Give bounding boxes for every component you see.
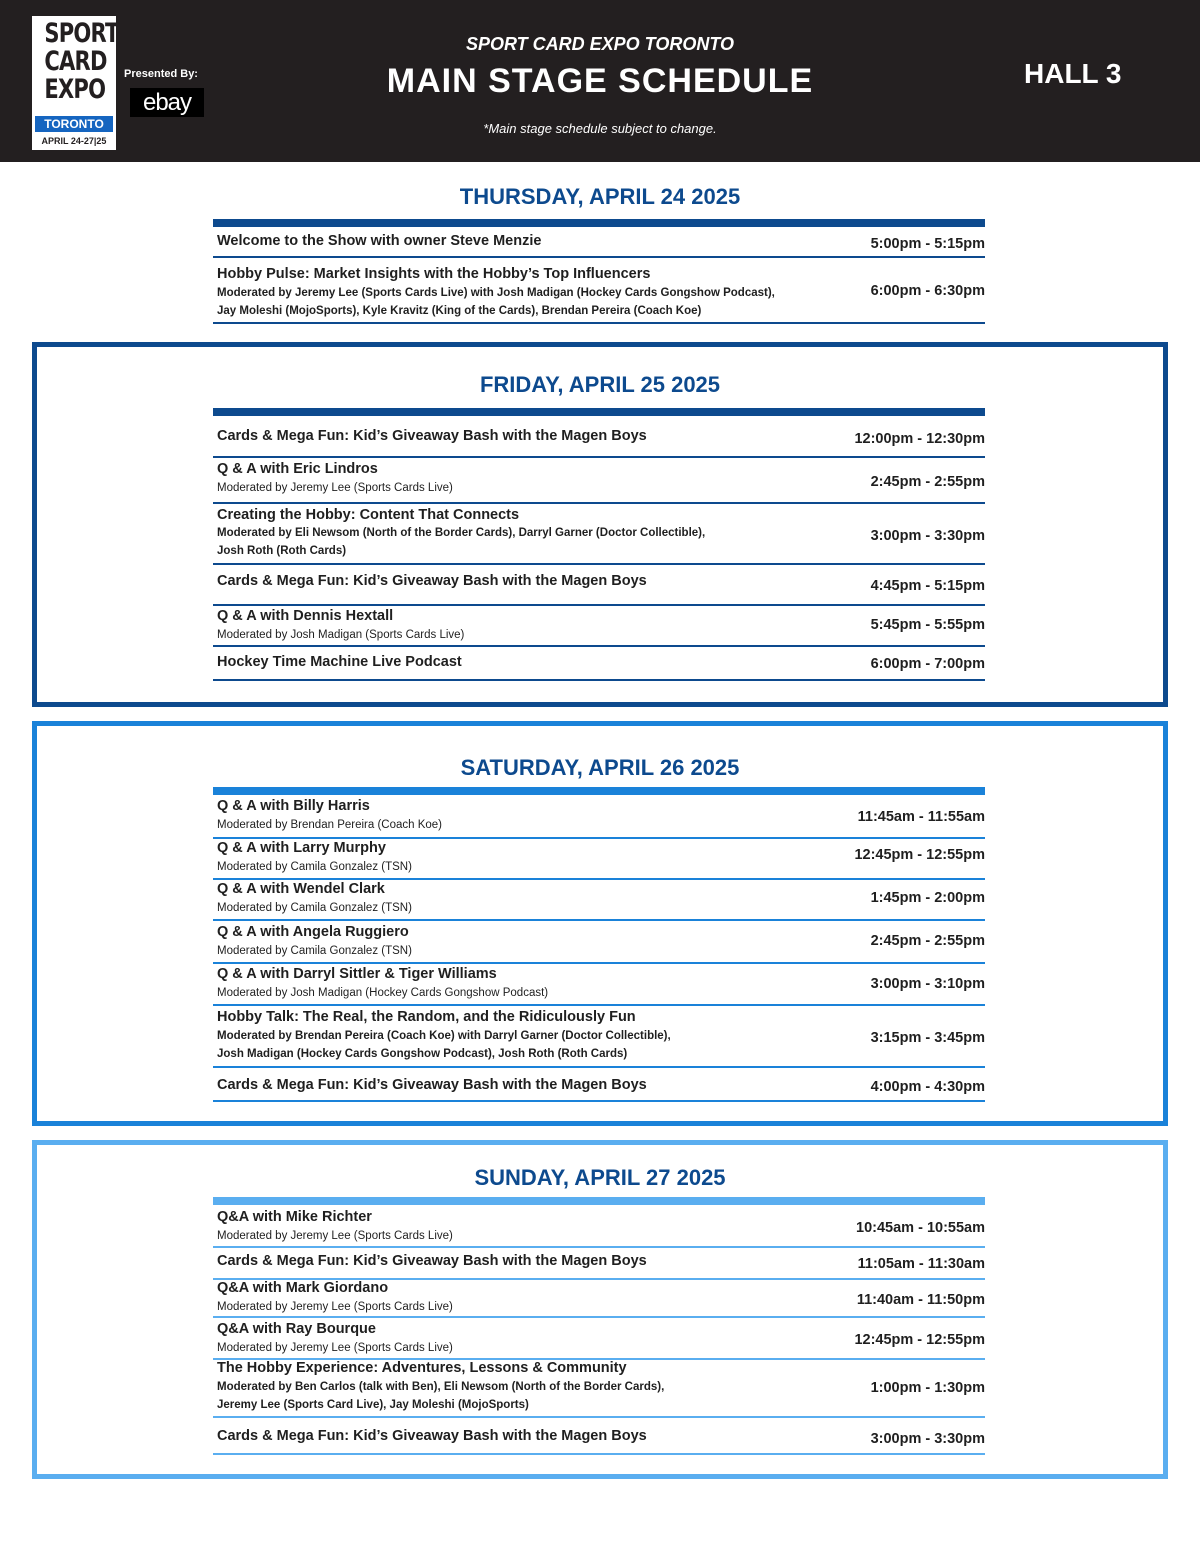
session-title: Q&A with Mark Giordano xyxy=(217,1280,389,1296)
logo-word-expo: EXPO xyxy=(44,74,106,105)
session-moderators: Moderated by Brendan Pereira (Coach Koe) with Darryl Garner (Doctor Collectible), xyxy=(217,1030,671,1042)
schedule-row xyxy=(213,1206,985,1248)
schedule-row xyxy=(213,262,985,324)
schedule-row xyxy=(213,647,985,681)
session-time: 10:45am - 10:55am xyxy=(856,1220,985,1236)
schedule-row xyxy=(213,228,985,258)
session-title: Welcome to the Show with owner Steve Menzie xyxy=(217,233,542,249)
session-moderators: Moderated by Jeremy Lee (Sports Cards Live) xyxy=(217,1342,453,1354)
session-time: 12:45pm - 12:55pm xyxy=(854,1332,985,1348)
session-moderators: Moderated by Camila Gonzalez (TSN) xyxy=(217,945,412,957)
schedule-row xyxy=(213,1068,985,1102)
session-time: 2:45pm - 2:55pm xyxy=(870,474,985,490)
session-title: Q & A with Eric Lindros xyxy=(217,461,378,477)
session-title: Cards & Mega Fun: Kid’s Giveaway Bash with the Magen Boys xyxy=(217,1253,647,1269)
schedule-row xyxy=(213,565,985,606)
session-time: 11:40am - 11:50pm xyxy=(856,1292,985,1308)
friday-title: FRIDAY, APRIL 25 2025 xyxy=(479,372,721,397)
session-time: 4:00pm - 4:30pm xyxy=(870,1079,985,1095)
session-time: 1:45pm - 2:00pm xyxy=(870,890,985,906)
logo-city: TORONTO xyxy=(35,116,113,132)
schedule-row xyxy=(213,1248,985,1280)
hall-label: HALL 3 xyxy=(1024,58,1122,89)
session-moderators: Moderated by Jeremy Lee (Sports Cards Live) xyxy=(217,1301,453,1313)
session-time: 3:15pm - 3:45pm xyxy=(870,1030,985,1046)
schedule-row xyxy=(213,964,985,1006)
session-time: 11:45am - 11:55am xyxy=(857,809,985,825)
logo-word-sport: SPORT xyxy=(44,18,119,49)
session-title: The Hobby Experience: Adventures, Lessons & Community xyxy=(217,1360,627,1376)
schedule-row xyxy=(213,921,985,964)
session-time: 11:05am - 11:30am xyxy=(857,1256,985,1272)
session-time: 1:00pm - 1:30pm xyxy=(870,1380,985,1396)
session-title: Q & A with Billy Harris xyxy=(217,798,370,814)
session-time: 3:00pm - 3:30pm xyxy=(870,528,985,544)
saturday-header-bar xyxy=(213,787,985,795)
session-time: 12:45pm - 12:55pm xyxy=(854,847,985,863)
session-title: Cards & Mega Fun: Kid’s Giveaway Bash with the Magen Boys xyxy=(217,428,647,444)
session-time: 5:45pm - 5:55pm xyxy=(870,617,985,633)
session-moderators: Moderated by Camila Gonzalez (TSN) xyxy=(217,902,412,914)
session-title: Q&A with Mike Richter xyxy=(217,1209,372,1225)
schedule-row xyxy=(213,1280,985,1318)
logo-word-card: CARD xyxy=(44,46,107,77)
session-title: Cards & Mega Fun: Kid’s Giveaway Bash with the Magen Boys xyxy=(217,1077,647,1093)
session-moderators: Moderated by Jeremy Lee (Sports Cards Live) xyxy=(217,482,453,494)
thursday-header-bar xyxy=(213,219,985,227)
session-title: Q & A with Larry Murphy xyxy=(217,840,386,856)
schedule-row xyxy=(213,458,985,504)
schedule-row xyxy=(213,796,985,839)
session-moderators: Moderated by Ben Carlos (talk with Ben), Eli Newsom (North of the Border Cards), xyxy=(217,1381,665,1393)
session-moderators: Moderated by Jeremy Lee (Sports Cards Live) with Josh Madigan (Hockey Cards Gongshow Podcast), xyxy=(217,287,775,299)
friday-header-bar xyxy=(213,408,985,416)
session-time: 3:00pm - 3:30pm xyxy=(870,1431,985,1447)
schedule-row xyxy=(213,1418,985,1455)
session-moderators: Jay Moleshi (MojoSports), Kyle Kravitz (King of the Cards), Brendan Pereira (Coach Koe) xyxy=(217,305,702,317)
session-time: 4:45pm - 5:15pm xyxy=(870,578,985,594)
thursday-title: THURSDAY, APRIL 24 2025 xyxy=(459,184,741,209)
session-time: 6:00pm - 6:30pm xyxy=(870,283,985,299)
presented-by-label: Presented By: xyxy=(124,68,198,80)
ebay-logo: ebay xyxy=(130,88,204,117)
page-title: MAIN STAGE SCHEDULE xyxy=(386,62,814,100)
session-moderators: Moderated by Josh Madigan (Sports Cards Live) xyxy=(217,629,465,641)
sunday-title: SUNDAY, APRIL 27 2025 xyxy=(474,1165,726,1190)
session-time: 5:00pm - 5:15pm xyxy=(870,236,985,252)
session-title: Cards & Mega Fun: Kid’s Giveaway Bash with the Magen Boys xyxy=(217,573,647,589)
session-title: Hobby Pulse: Market Insights with the Hobby’s Top Influencers xyxy=(217,266,651,282)
sunday-header-bar xyxy=(213,1197,985,1205)
session-moderators: Moderated by Brendan Pereira (Coach Koe) xyxy=(217,819,443,831)
schedule-row xyxy=(213,839,985,880)
session-title: Q & A with Dennis Hextall xyxy=(217,608,394,624)
event-name: SPORT CARD EXPO TORONTO xyxy=(465,34,735,54)
session-title: Q & A with Wendel Clark xyxy=(217,881,385,897)
schedule-row xyxy=(213,1360,985,1418)
session-moderators: Jeremy Lee (Sports Card Live), Jay Moleshi (MojoSports) xyxy=(217,1399,529,1411)
session-moderators: Josh Roth (Roth Cards) xyxy=(217,545,347,557)
session-time: 6:00pm - 7:00pm xyxy=(870,656,985,672)
session-time: 2:45pm - 2:55pm xyxy=(870,933,985,949)
session-title: Q & A with Angela Ruggiero xyxy=(217,924,409,940)
session-title: Cards & Mega Fun: Kid’s Giveaway Bash with the Magen Boys xyxy=(217,1428,647,1444)
schedule-row xyxy=(213,606,985,647)
session-title: Q&A with Ray Bourque xyxy=(217,1321,376,1337)
header-banner xyxy=(0,0,1200,162)
session-time: 12:00pm - 12:30pm xyxy=(854,431,985,447)
session-moderators: Moderated by Camila Gonzalez (TSN) xyxy=(217,861,412,873)
session-title: Hobby Talk: The Real, the Random, and the Ridiculously Fun xyxy=(217,1009,636,1025)
schedule-row xyxy=(213,424,985,458)
session-moderators: Moderated by Josh Madigan (Hockey Cards Gongshow Podcast) xyxy=(217,987,549,999)
session-moderators: Moderated by Jeremy Lee (Sports Cards Live) xyxy=(217,1230,453,1242)
schedule-note: *Main stage schedule subject to change. xyxy=(483,121,717,136)
session-title: Creating the Hobby: Content That Connects xyxy=(217,507,520,523)
logo-dates: APRIL 24-27|25 xyxy=(41,136,107,146)
session-moderators: Moderated by Eli Newsom (North of the Border Cards), Darryl Garner (Doctor Collectible), xyxy=(217,527,706,539)
schedule-row xyxy=(213,1318,985,1360)
session-moderators: Josh Madigan (Hockey Cards Gongshow Podcast), Josh Roth (Roth Cards) xyxy=(217,1048,628,1060)
session-title: Q & A with Darryl Sittler & Tiger Williams xyxy=(217,966,497,982)
schedule-row xyxy=(213,1006,985,1068)
saturday-title: SATURDAY, APRIL 26 2025 xyxy=(460,755,740,780)
schedule-row xyxy=(213,880,985,921)
session-title: Hockey Time Machine Live Podcast xyxy=(217,654,462,670)
session-time: 3:00pm - 3:10pm xyxy=(870,976,985,992)
schedule-row xyxy=(213,504,985,565)
